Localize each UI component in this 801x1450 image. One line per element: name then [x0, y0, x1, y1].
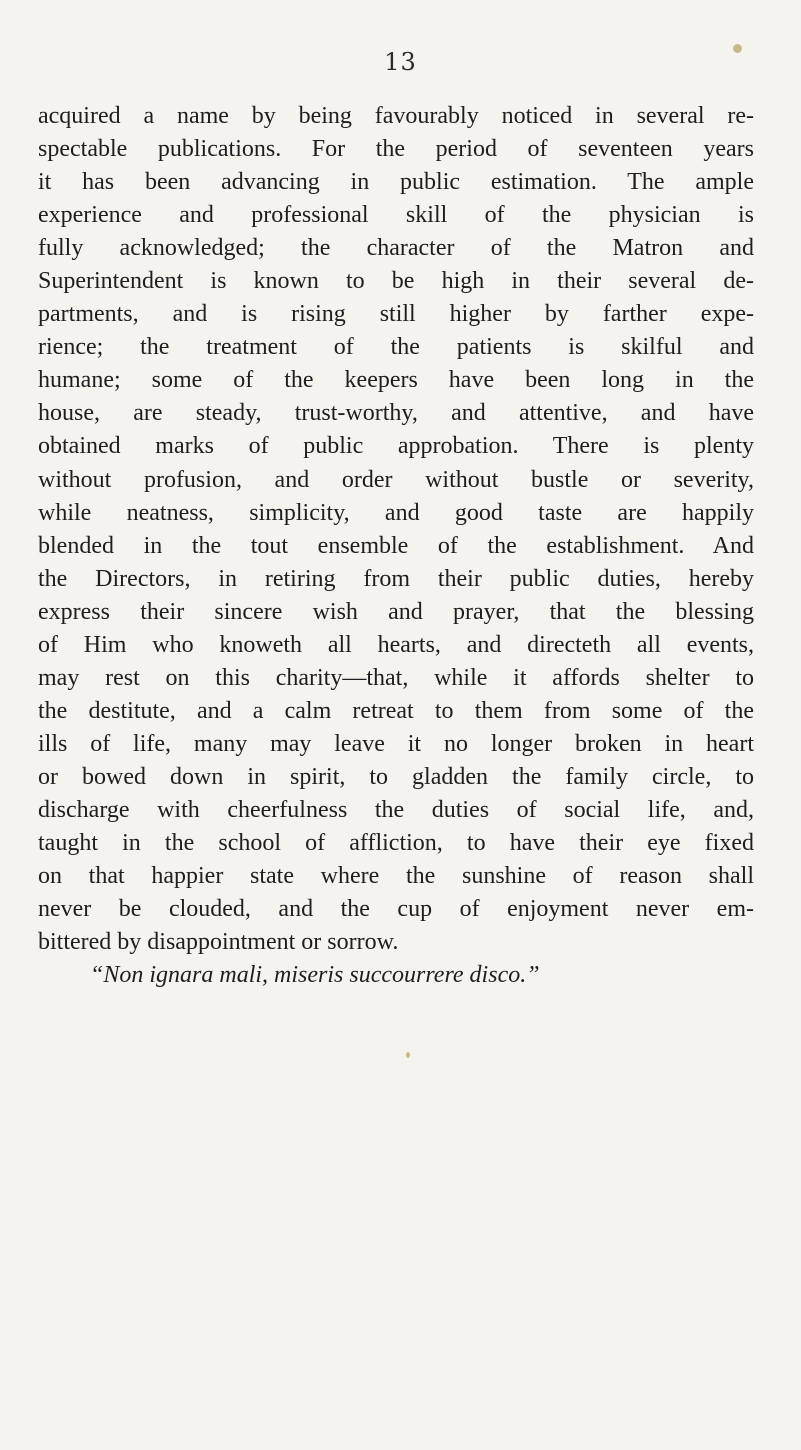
text-line: without profusion, and order without bustle or severity,: [38, 466, 754, 493]
text-line: express their sincere wish and prayer, that the blessing: [38, 598, 754, 625]
text-line: while neatness, simplicity, and good taste are happily: [38, 499, 754, 526]
text-line: partments, and is rising still higher by farther expe-: [38, 301, 754, 328]
text-line: taught in the school of affliction, to have their eye fixed: [38, 830, 754, 857]
text-line: spectable publications. For the period of seventeen years: [38, 136, 754, 163]
text-line: acquired a name by being favourably noticed in several re-: [38, 103, 754, 129]
text-line: rience; the treatment of the patients is skilful and: [38, 334, 754, 361]
text-line: ills of life, many may leave it no longer broken in heart: [38, 730, 754, 757]
text-line: obtained marks of public approbation. There is plenty: [38, 433, 754, 460]
text-line: bittered by disappointment or sorrow.: [38, 929, 399, 956]
paper-speck: [733, 44, 742, 53]
text-line: it has been advancing in public estimation. The ample: [38, 169, 754, 196]
page-number: 13: [384, 48, 417, 76]
text-line: blended in the tout ensemble of the establishment. And: [38, 532, 754, 559]
latin-quotation: “Non ignara mali, miseris succourrere disco.”: [90, 962, 540, 989]
text-line: may rest on this charity—that, while it affords shelter to: [38, 664, 754, 691]
paper-speck: [406, 1052, 410, 1058]
text-line: never be clouded, and the cup of enjoyment never em-: [38, 896, 754, 923]
text-line: on that happier state where the sunshine of reason shall: [38, 863, 754, 890]
text-line: of Him who knoweth all hearts, and directeth all events,: [38, 631, 754, 658]
text-line: humane; some of the keepers have been long in the: [38, 367, 754, 394]
text-line: the destitute, and a calm retreat to them from some of the: [38, 697, 754, 724]
text-line: Superintendent is known to be high in their several de-: [38, 268, 754, 295]
text-line: experience and professional skill of the physician is: [38, 202, 754, 229]
text-line: or bowed down in spirit, to gladden the family circle, to: [38, 763, 754, 790]
text-line: the Directors, in retiring from their public duties, hereby: [38, 565, 754, 592]
text-line: house, are steady, trust-worthy, and attentive, and have: [38, 400, 754, 427]
text-line: fully acknowledged; the character of the Matron and: [38, 235, 754, 262]
body-text: [38, 100, 754, 992]
text-line: discharge with cheerfulness the duties of social life, and,: [38, 796, 754, 823]
